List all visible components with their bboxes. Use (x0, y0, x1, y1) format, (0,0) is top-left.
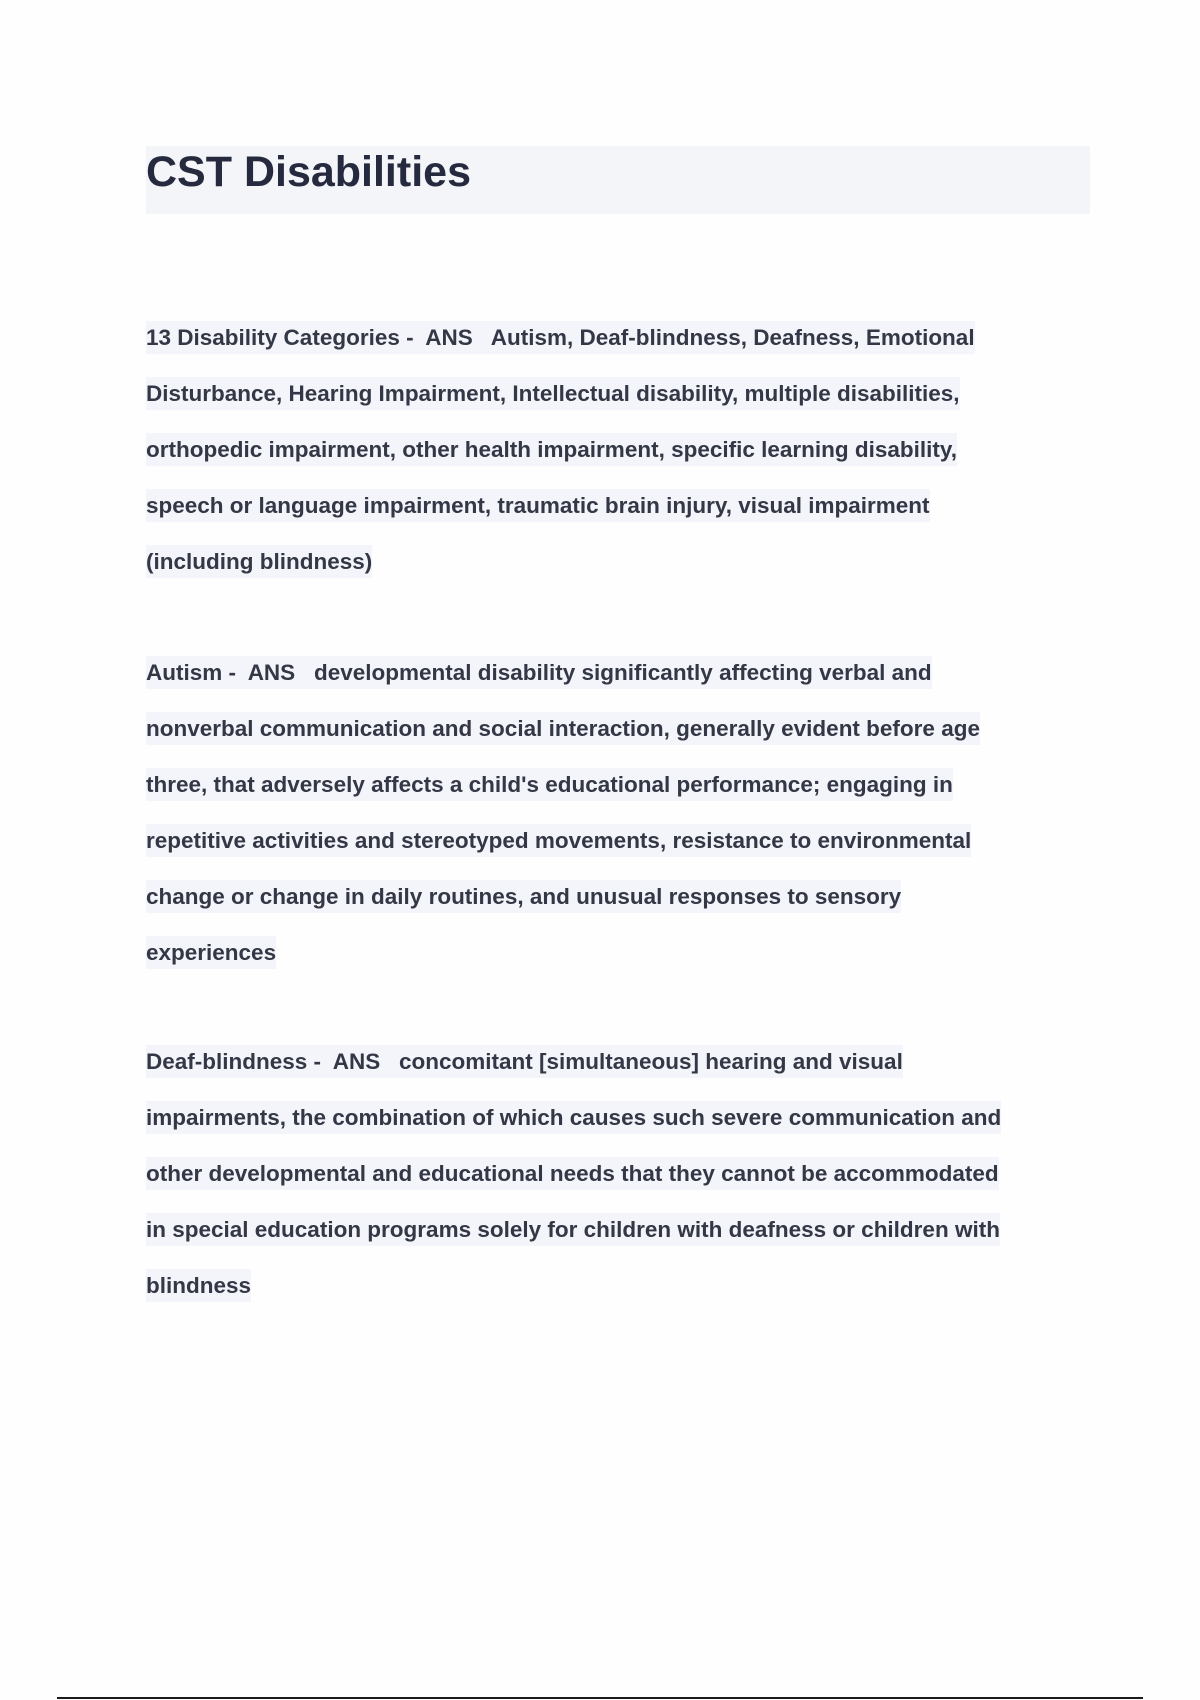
answer-line (146, 925, 1090, 981)
answer-marker: ANS (247, 660, 296, 685)
answer-text-line: orthopedic impairment, other health impairment, specific learning disability, (146, 433, 957, 466)
answer-line (146, 1146, 1090, 1202)
answer-text-line: developmental disability significantly affecting verbal and (313, 660, 932, 685)
answer-line (146, 813, 1090, 869)
answer-line (146, 757, 1090, 813)
flashcard-item (146, 310, 1090, 590)
answer-text-line: experiences (146, 936, 276, 969)
answer-line (146, 1202, 1090, 1258)
answer-line (146, 1090, 1090, 1146)
answer-text-line: change or change in daily routines, and unusual responses to sensory (146, 880, 901, 913)
answer-text-line: concomitant [simultaneous] hearing and visual (398, 1049, 903, 1074)
answer-line (146, 869, 1090, 925)
item-term: Autism (146, 660, 223, 685)
answer-text-line: in special education programs solely for children with deafness or children with (146, 1213, 1000, 1246)
answer-marker: ANS (332, 1049, 381, 1074)
item-first-line: Deaf-blindness - ANS concomitant [simultaneous] hearing and visual (146, 1034, 1090, 1090)
answer-line (146, 534, 1090, 590)
footer-divider (57, 1697, 1143, 1699)
answer-text-line: repetitive activities and stereotyped movements, resistance to environmental (146, 824, 971, 857)
answer-line (146, 366, 1090, 422)
item-first-line: 13 Disability Categories - ANS Autism, Deaf-blindness, Deafness, Emotional (146, 310, 1090, 366)
answer-text-line: Disturbance, Hearing Impairment, Intellectual disability, multiple disabilities, (146, 377, 960, 410)
answer-text-line: nonverbal communication and social interaction, generally evident before age (146, 712, 980, 745)
flashcard-item (146, 1034, 1090, 1314)
flashcard-item (146, 645, 1090, 981)
answer-text-line: three, that adversely affects a child's educational performance; engaging in (146, 768, 953, 801)
answer-line (146, 478, 1090, 534)
answer-text-line: other developmental and educational needs that they cannot be accommodated (146, 1157, 999, 1190)
answer-text-line: blindness (146, 1269, 251, 1302)
answer-marker: ANS (425, 325, 473, 350)
answer-line (146, 701, 1090, 757)
item-term: Deaf-blindness (146, 1049, 308, 1074)
answer-text-line: impairments, the combination of which causes such severe communication and (146, 1101, 1001, 1134)
answer-line (146, 1258, 1090, 1314)
answer-line (146, 422, 1090, 478)
page-title: CST Disabilities (146, 148, 471, 196)
answer-text-line: (including blindness) (146, 545, 372, 578)
item-first-line: Autism - ANS developmental disability significantly affecting verbal and (146, 645, 1090, 701)
answer-text-line: Autism, Deaf-blindness, Deafness, Emotional (490, 325, 975, 350)
answer-text-line: speech or language impairment, traumatic brain injury, visual impairment (146, 489, 930, 522)
item-term: 13 Disability Categories (146, 325, 400, 350)
